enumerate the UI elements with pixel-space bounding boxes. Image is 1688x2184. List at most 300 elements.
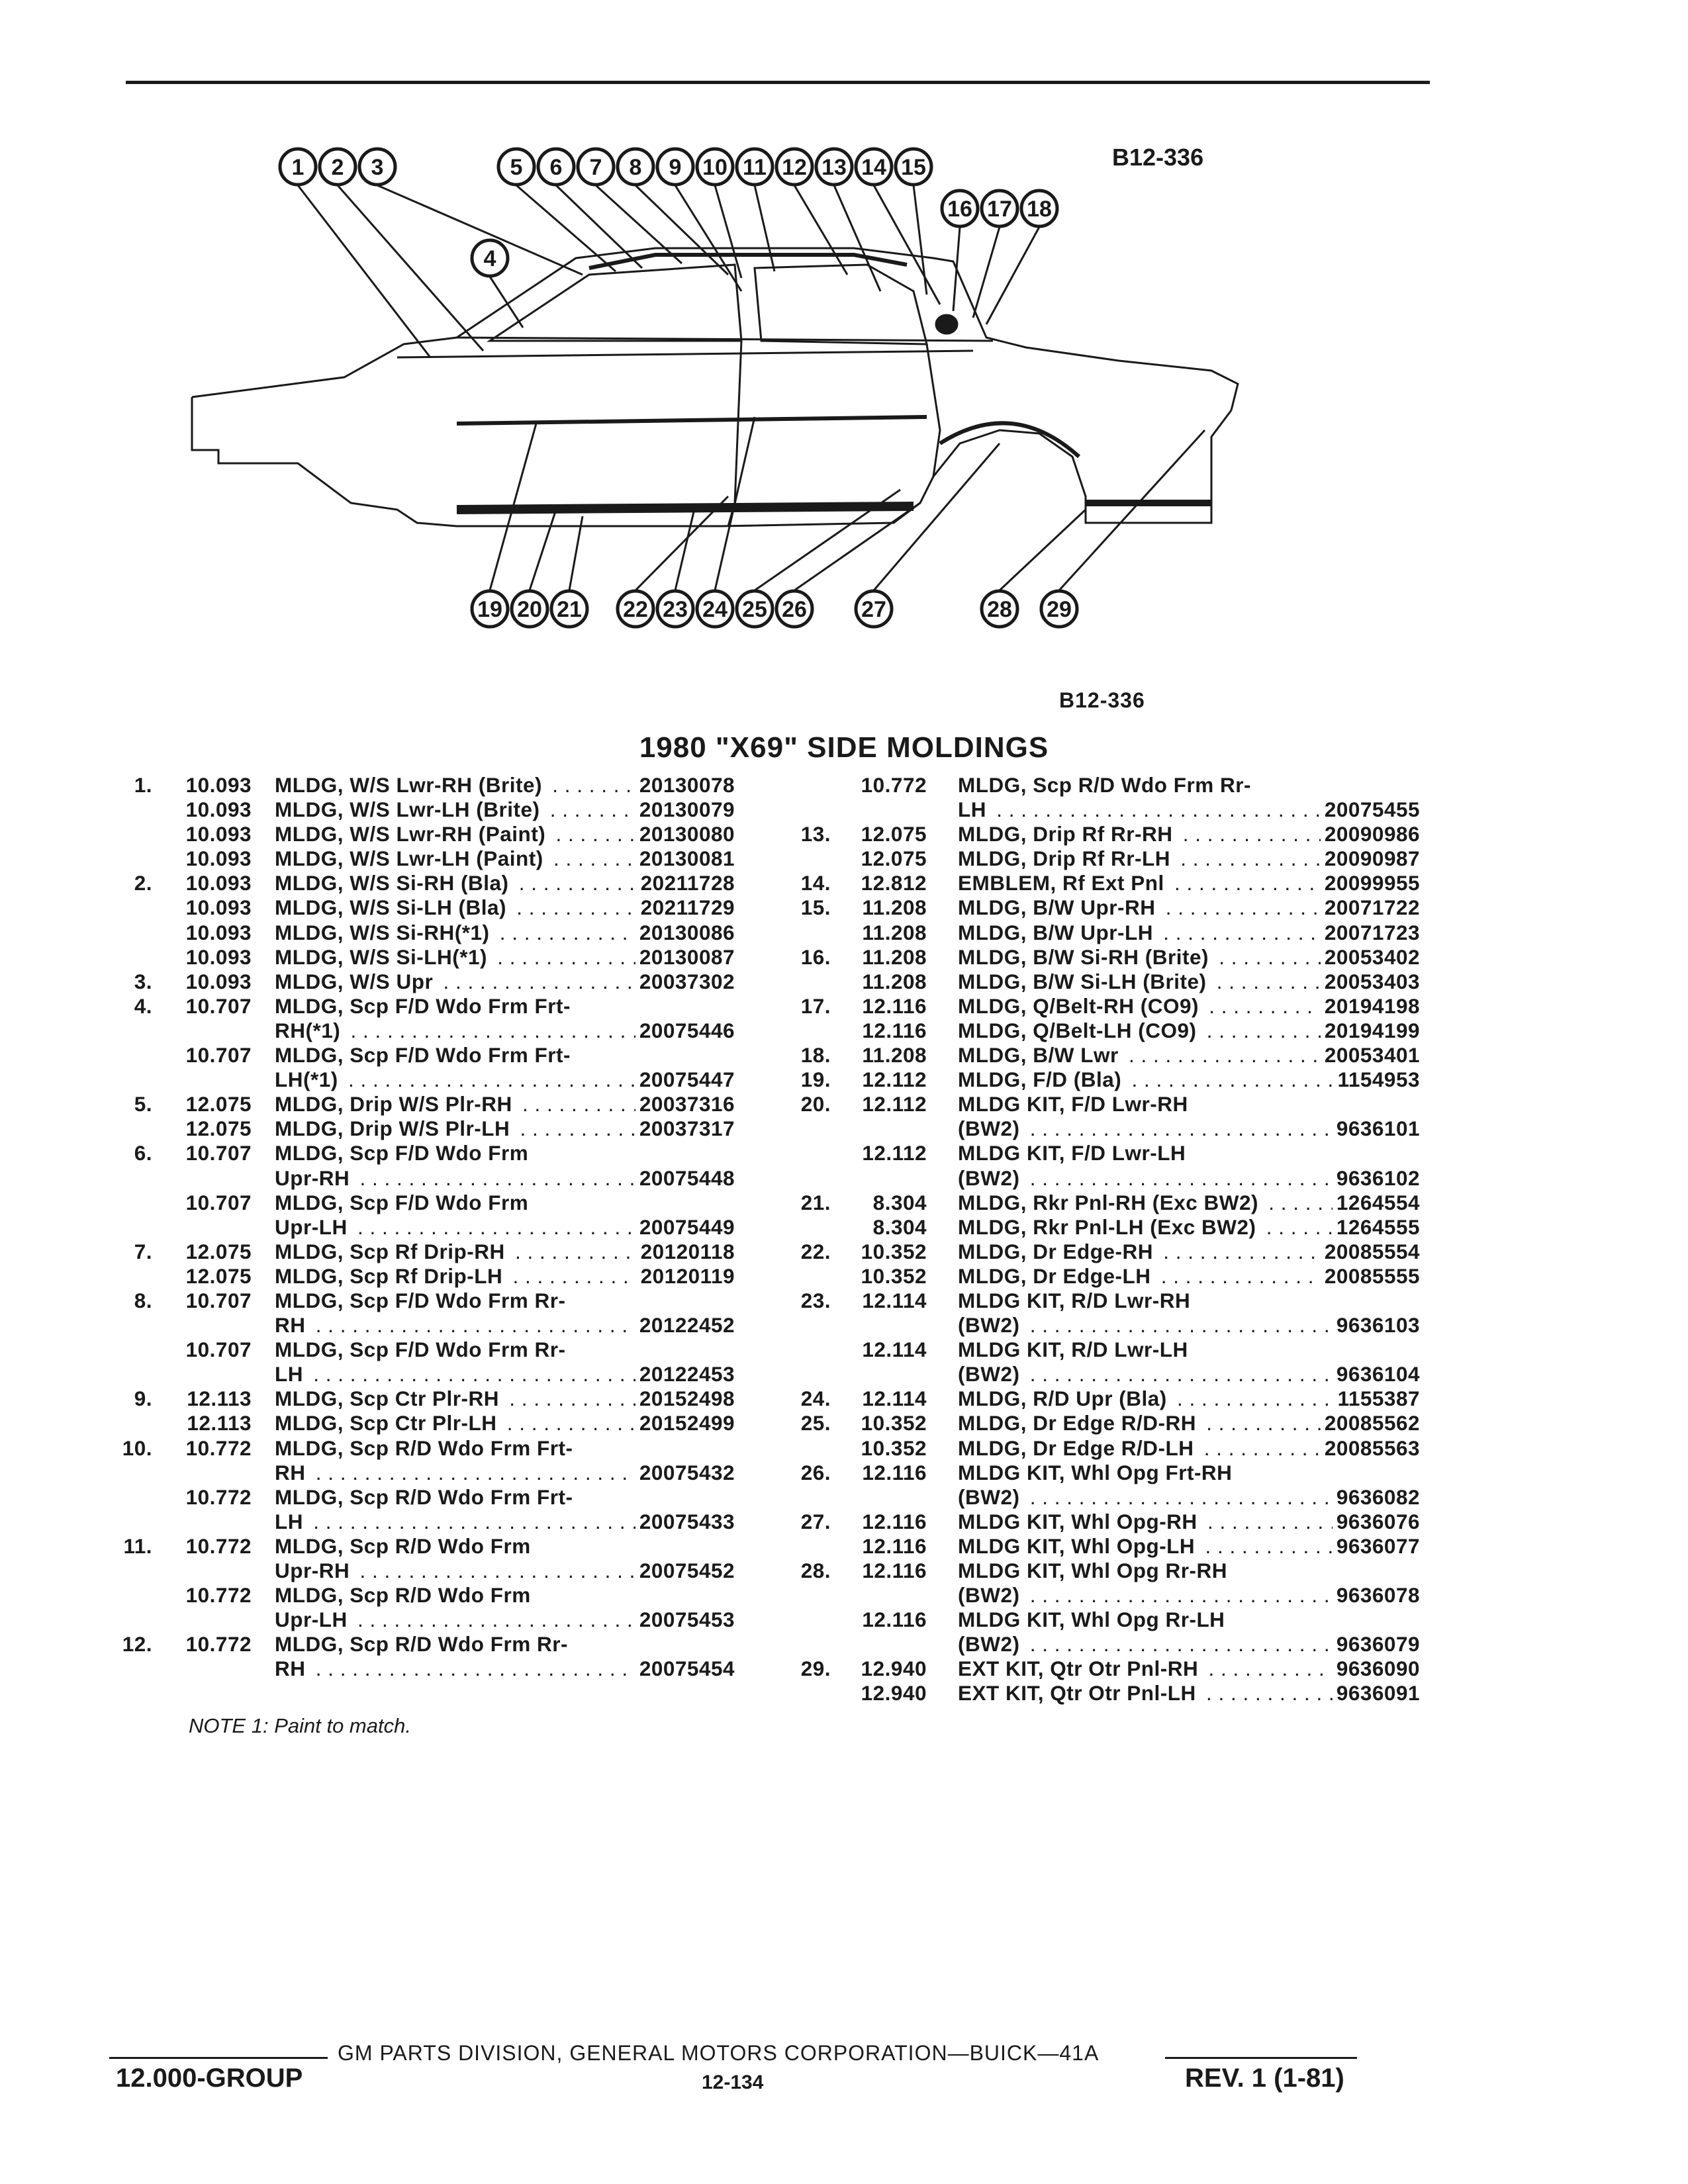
leader-line [675, 185, 741, 291]
part-number: 20152498 [635, 1387, 735, 1411]
callout-24 [697, 591, 733, 627]
ref-number: 28. [800, 1559, 831, 1582]
group-number: 11.208 [862, 895, 927, 920]
ref-number: 29. [800, 1657, 831, 1681]
parts-row [99, 846, 735, 871]
parts-row [99, 1240, 735, 1264]
group-number: 10.352 [861, 1435, 927, 1460]
parts-row [784, 1657, 1420, 1681]
ref-number: 8. [134, 1288, 152, 1312]
ref-number: 27. [800, 1509, 831, 1533]
part-description-text: RH [275, 1313, 310, 1337]
group-number: 12.113 [187, 1411, 252, 1435]
ref-number: 11. [123, 1533, 152, 1558]
part-description-text: Upr-RH [275, 1166, 353, 1190]
callout-number: 13 [821, 155, 847, 180]
part-number: 9636077 [1333, 1534, 1420, 1559]
ref-number: 6. [134, 1141, 152, 1165]
group-number: 10.772 [185, 1583, 252, 1608]
parts-row [99, 1510, 735, 1534]
figure-code-top: B12-336 [1112, 144, 1204, 171]
callout-21 [551, 591, 587, 627]
part-number: 20130086 [635, 921, 735, 945]
parts-row [784, 1068, 1420, 1092]
part-number: 20075454 [635, 1657, 735, 1681]
parts-row [784, 1289, 1420, 1313]
part-number: 9636090 [1333, 1657, 1420, 1681]
part-description-text: MLDG KIT, Whl Opg-LH [958, 1534, 1199, 1558]
group-number: 12.116 [862, 993, 927, 1018]
part-description-text: (BW2) [958, 1166, 1023, 1190]
group-number: 12.116 [862, 1509, 927, 1533]
callout-number: 17 [987, 197, 1012, 222]
callout-number: 12 [782, 155, 807, 180]
leader-line [635, 185, 728, 275]
part-description-text: MLDG KIT, Whl Opg Frt-RH [958, 1461, 1236, 1484]
callout-number: 27 [861, 597, 886, 622]
part-description-text: MLDG, Scp R/D Wdo Frm Frt- [275, 1485, 577, 1509]
parts-row [784, 846, 1420, 871]
group-number: 8.304 [872, 1214, 927, 1239]
group-number: 10.093 [185, 871, 252, 895]
part-description-text: MLDG, Drip Rf Rr-RH [958, 822, 1176, 846]
parts-row [784, 1166, 1420, 1191]
part-number: 20075449 [635, 1215, 735, 1240]
part-number: 20194198 [1321, 994, 1420, 1019]
group-number: 10.093 [185, 773, 252, 797]
part-description-text: MLDG, B/W Si-LH (Brite) [958, 970, 1210, 993]
part-description-text: MLDG, Dr Edge-RH [958, 1240, 1157, 1263]
parts-row [784, 1411, 1420, 1435]
part-number: 20130081 [635, 846, 735, 871]
group-number: 10.093 [185, 846, 252, 871]
part-description-text: RH [275, 1657, 310, 1680]
part-description-text: EXT KIT, Qtr Otr Pnl-LH [958, 1681, 1200, 1705]
part-description-text: MLDG, Scp R/D Wdo Frm Rr- [275, 1632, 572, 1656]
group-number: 10.093 [185, 920, 252, 944]
ref-number: 26. [800, 1460, 831, 1484]
part-description-text: MLDG KIT, R/D Lwr-LH [958, 1338, 1192, 1361]
part-number: 20053403 [1321, 970, 1420, 994]
part-description-text: MLDG, W/S Si-LH(*1) [275, 945, 491, 969]
part-description-text: MLDG, Drip W/S Plr-RH [275, 1092, 516, 1116]
part-description-text: MLDG, B/W Si-RH (Brite) [958, 945, 1213, 969]
callout-16 [942, 191, 978, 226]
group-number: 10.707 [185, 1338, 252, 1362]
footer-group: 12.000-GROUP [116, 2064, 303, 2093]
parts-row [99, 822, 735, 846]
footer-rule-left [109, 2057, 328, 2059]
part-description-text: MLDG, Scp Ctr Plr-LH [275, 1411, 501, 1435]
group-number: 11.208 [862, 944, 927, 969]
part-description-text: MLDG, Scp Ctr Plr-RH [275, 1387, 503, 1410]
part-description-text: MLDG, B/W Lwr [958, 1043, 1123, 1067]
parts-row [99, 1583, 735, 1608]
group-number: 12.075 [185, 1239, 252, 1263]
parts-row [99, 1534, 735, 1559]
group-number: 10.093 [185, 895, 252, 920]
part-number: 20085563 [1321, 1436, 1420, 1461]
group-number: 12.116 [862, 1533, 927, 1558]
part-description-text: MLDG KIT, Whl Opg-RH [958, 1510, 1201, 1533]
parts-row [784, 1461, 1420, 1485]
part-number: 20075448 [635, 1166, 735, 1191]
group-number: 12.112 [862, 1141, 927, 1165]
part-number: 20130078 [635, 773, 735, 797]
part-description-text: MLDG KIT, Whl Opg Rr-RH [958, 1559, 1231, 1582]
callout-number: 26 [782, 597, 807, 622]
parts-row [99, 773, 735, 797]
part-description-text: Upr-LH [275, 1608, 352, 1631]
ref-number: 4. [134, 993, 152, 1018]
group-number: 10.352 [861, 1411, 927, 1435]
parts-row [784, 797, 1420, 822]
part-description-text: RH [275, 1461, 310, 1484]
part-description-text: Upr-RH [275, 1559, 353, 1582]
part-number: 20075447 [635, 1068, 735, 1092]
group-number: 12.075 [185, 1092, 252, 1116]
leader-line [794, 503, 920, 590]
part-number: 1264555 [1333, 1215, 1420, 1240]
group-number: 10.093 [185, 969, 252, 993]
parts-row [784, 871, 1420, 895]
callout-number: 15 [901, 155, 926, 180]
callout-number: 23 [663, 597, 688, 622]
part-number: 20130087 [635, 945, 735, 970]
group-number: 10.352 [861, 1263, 927, 1288]
ref-number: 16. [800, 944, 831, 969]
callout-27 [856, 591, 892, 627]
part-number: 9636104 [1333, 1362, 1420, 1387]
part-number: 20037302 [635, 970, 735, 994]
callout-13 [816, 149, 852, 185]
part-description [275, 1485, 735, 1510]
part-description-text: MLDG, Dr Edge R/D-RH [958, 1411, 1200, 1435]
part-description [958, 1289, 1420, 1313]
part-description-text: MLDG, Scp R/D Wdo Frm [275, 1583, 535, 1607]
part-number: 20075453 [635, 1608, 735, 1632]
part-description-text: MLDG, W/S Lwr-RH (Paint) [275, 822, 549, 846]
part-description-text: MLDG KIT, F/D Lwr-RH [958, 1092, 1192, 1116]
group-number: 10.772 [185, 1435, 252, 1460]
group-number: 12.940 [861, 1681, 927, 1706]
group-number: 10.707 [185, 993, 252, 1018]
leader-line [1059, 430, 1205, 590]
part-description-text: MLDG, Q/Belt-RH (CO9) [958, 994, 1203, 1018]
parts-row [784, 895, 1420, 920]
part-number: 9636079 [1333, 1632, 1420, 1657]
part-description-text: LH [275, 1362, 307, 1386]
callout-number: 20 [517, 597, 542, 622]
group-number: 10.352 [861, 1239, 927, 1263]
part-number: 9636076 [1333, 1510, 1420, 1534]
footer-corporation: GM PARTS DIVISION, GENERAL MOTORS CORPORATION—BUICK—41A [338, 2041, 1100, 2065]
parts-row [99, 1068, 735, 1092]
group-number: 12.116 [862, 1460, 927, 1484]
part-number: 20037317 [635, 1116, 735, 1141]
part-number: 20071722 [1321, 895, 1420, 920]
part-description-text: EXT KIT, Qtr Otr Pnl-RH [958, 1657, 1202, 1680]
parts-row [99, 1411, 735, 1435]
leader-line [755, 185, 774, 271]
leader-line [530, 510, 556, 590]
parts-row [784, 1264, 1420, 1289]
part-number: 1154953 [1334, 1068, 1420, 1092]
group-number: 10.707 [185, 1141, 252, 1165]
parts-row [99, 1436, 735, 1461]
group-number: 12.075 [861, 822, 927, 846]
part-number: 20122452 [635, 1313, 735, 1338]
parts-row [784, 1436, 1420, 1461]
group-number: 10.707 [185, 1190, 252, 1214]
parts-row [99, 1313, 735, 1338]
footer-revision: REV. 1 (1-81) [1185, 2064, 1344, 2093]
ref-number: 1. [134, 773, 152, 797]
parts-row [99, 1338, 735, 1362]
part-description-text: MLDG, B/W Upr-RH [958, 895, 1159, 919]
part-description [958, 1338, 1420, 1362]
part-number: 9636101 [1333, 1116, 1420, 1141]
part-description [275, 1583, 735, 1608]
callout-19 [472, 591, 508, 627]
part-description-text: MLDG, F/D (Bla) [958, 1068, 1125, 1091]
callout-23 [657, 591, 693, 627]
part-description-text: MLDG, W/S Upr [275, 970, 437, 993]
callout-4 [472, 240, 508, 276]
ref-number: 12. [122, 1632, 152, 1657]
part-number: 20120119 [637, 1264, 735, 1289]
ref-number: 3. [134, 969, 152, 993]
callout-markers [280, 149, 1077, 627]
part-number: 1155387 [1334, 1387, 1420, 1411]
part-description-text: MLDG, Drip Rf Rr-LH [958, 846, 1174, 870]
part-description-text: MLDG, W/S Si-LH (Bla) [275, 895, 510, 919]
parts-row [99, 871, 735, 895]
callout-number: 2 [331, 155, 344, 180]
ref-number: 24. [800, 1387, 831, 1411]
footnote: NOTE 1: Paint to match. [189, 1714, 411, 1737]
part-description-text: (BW2) [958, 1362, 1023, 1386]
part-description-text: LH [958, 797, 990, 821]
group-number: 12.114 [862, 1338, 927, 1362]
parts-row [784, 773, 1420, 797]
part-description-text: MLDG, Scp F/D Wdo Frm [275, 1141, 532, 1165]
part-number: 20130079 [635, 797, 735, 822]
part-description-text: MLDG, W/S Si-RH(*1) [275, 921, 494, 944]
parts-row [784, 1191, 1420, 1215]
ref-number: 9. [134, 1387, 152, 1411]
callout-20 [512, 591, 547, 627]
ref-number: 22. [800, 1239, 831, 1263]
callout-28 [982, 591, 1017, 627]
callout-number: 16 [947, 197, 972, 222]
part-description-text: MLDG, B/W Upr-LH [958, 921, 1157, 944]
part-number: 1264554 [1333, 1191, 1420, 1215]
part-description [958, 1141, 1420, 1165]
part-number: 20211728 [637, 871, 735, 895]
leader-line [596, 185, 682, 263]
parts-row [784, 1116, 1420, 1141]
ref-number: 17. [800, 993, 831, 1018]
part-number: 20085555 [1321, 1264, 1420, 1289]
callout-number: 24 [702, 597, 727, 622]
part-description [275, 994, 735, 1019]
group-number: 12.116 [862, 1608, 927, 1632]
parts-row [784, 994, 1420, 1019]
part-number: 20085554 [1321, 1240, 1420, 1264]
part-description-text: MLDG, Drip W/S Plr-LH [275, 1116, 514, 1140]
part-number: 20122453 [635, 1362, 735, 1387]
ref-number: 23. [800, 1288, 831, 1312]
part-description [275, 1043, 735, 1068]
leader-line [298, 185, 430, 357]
parts-row [99, 1191, 735, 1215]
ref-number: 18. [800, 1043, 831, 1068]
ref-number: 7. [134, 1239, 152, 1263]
group-number: 12.112 [862, 1068, 927, 1092]
car-body-outline [192, 248, 1238, 526]
callout-number: 11 [743, 155, 767, 180]
parts-row [784, 1559, 1420, 1583]
callout-number: 22 [623, 597, 648, 622]
part-description-text: (BW2) [958, 1583, 1023, 1607]
part-description [958, 1461, 1420, 1485]
part-number: 20085562 [1321, 1411, 1420, 1435]
part-description-text: (BW2) [958, 1485, 1023, 1509]
callout-9 [657, 149, 693, 185]
group-number: 12.812 [861, 871, 927, 895]
parts-row [784, 822, 1420, 846]
part-number: 9636078 [1333, 1583, 1420, 1608]
callout-14 [856, 149, 892, 185]
callout-10 [697, 149, 733, 185]
callout-number: 10 [702, 155, 727, 180]
part-description-text: MLDG, Scp R/D Wdo Frm Frt- [275, 1436, 577, 1460]
parts-row [784, 1043, 1420, 1068]
part-description-text: MLDG, Scp Rf Drip-RH [275, 1240, 509, 1263]
callout-11 [737, 149, 773, 185]
group-number: 10.772 [185, 1533, 252, 1558]
callout-number: 19 [477, 597, 502, 622]
callout-22 [618, 591, 653, 627]
callout-15 [896, 149, 931, 185]
part-number: 20099955 [1321, 871, 1420, 895]
callout-number: 6 [549, 155, 563, 180]
part-description-text: MLDG, Scp F/D Wdo Frm Frt- [275, 994, 575, 1018]
parts-row [99, 1289, 735, 1313]
ref-number: 21. [800, 1190, 831, 1214]
callout-6 [538, 149, 574, 185]
callout-18 [1021, 191, 1057, 226]
parts-row [784, 1608, 1420, 1632]
part-description-text: MLDG, Dr Edge R/D-LH [958, 1436, 1198, 1460]
part-description-text: MLDG, Scp F/D Wdo Frm Rr- [275, 1289, 569, 1312]
parts-list-right-column [784, 773, 1420, 1706]
part-description-text: MLDG, Scp Rf Drip-LH [275, 1264, 506, 1288]
part-number: 20194199 [1321, 1019, 1420, 1043]
footer-page-number: 12-134 [702, 2071, 764, 2093]
parts-row [99, 1485, 735, 1510]
ref-number: 5. [134, 1092, 152, 1116]
part-number: 9636103 [1333, 1313, 1420, 1338]
group-number: 10.093 [185, 944, 252, 969]
part-number: 20037316 [635, 1092, 735, 1116]
group-number: 10.093 [185, 797, 252, 822]
part-number: 9636082 [1333, 1485, 1420, 1510]
parts-row [99, 994, 735, 1019]
part-description [275, 1632, 735, 1657]
parts-row [784, 1338, 1420, 1362]
group-number: 12.075 [861, 846, 927, 871]
parts-row [784, 1485, 1420, 1510]
parts-row [99, 945, 735, 970]
callout-number: 3 [371, 155, 384, 180]
part-description-text: MLDG, W/S Si-RH (Bla) [275, 871, 512, 895]
part-number: 20090987 [1321, 846, 1420, 871]
part-number: 20053401 [1321, 1043, 1420, 1068]
group-number: 11.208 [862, 920, 927, 944]
callout-3 [359, 149, 395, 185]
part-description [275, 1289, 735, 1313]
parts-row [784, 921, 1420, 945]
part-description-text: (BW2) [958, 1116, 1023, 1140]
callout-number: 25 [742, 597, 767, 622]
part-description-text: MLDG, Q/Belt-LH (CO9) [958, 1019, 1200, 1042]
part-description [275, 1534, 735, 1559]
part-description-text: MLDG, Scp F/D Wdo Frm Frt- [275, 1043, 575, 1067]
parts-row [99, 970, 735, 994]
parts-row [99, 1559, 735, 1583]
callout-number: 1 [291, 155, 305, 180]
parts-row [99, 1632, 735, 1657]
callout-17 [982, 191, 1017, 226]
parts-row [784, 1534, 1420, 1559]
parts-row [99, 1264, 735, 1289]
group-number: 12.075 [185, 1263, 252, 1288]
ref-number: 13. [800, 822, 831, 846]
group-number: 8.304 [872, 1190, 927, 1214]
group-number: 11.208 [862, 1043, 927, 1068]
part-description-text: (BW2) [958, 1632, 1023, 1656]
part-number: 20120118 [637, 1240, 735, 1264]
part-description-text: MLDG, W/S Lwr-LH (Brite) [275, 797, 543, 821]
parts-row [784, 1583, 1420, 1608]
callout-5 [498, 149, 534, 185]
parts-row [784, 1313, 1420, 1338]
callout-number: 7 [589, 155, 602, 180]
leader-line [874, 443, 1000, 590]
part-number: 20053402 [1321, 945, 1420, 970]
part-description-text: Upr-LH [275, 1215, 352, 1239]
parts-row [784, 1092, 1420, 1116]
part-description [958, 1608, 1420, 1632]
group-number: 10.093 [185, 822, 252, 846]
parts-row [784, 970, 1420, 994]
group-number: 12.112 [862, 1092, 927, 1116]
part-number: 20071723 [1321, 921, 1420, 945]
parts-row [99, 1608, 735, 1632]
callout-1 [280, 149, 316, 185]
parts-row [784, 1510, 1420, 1534]
part-description-text: MLDG, Scp R/D Wdo Frm Rr- [958, 773, 1255, 797]
part-description-text: MLDG, Scp F/D Wdo Frm Rr- [275, 1338, 569, 1361]
parts-row [99, 797, 735, 822]
ref-number: 10. [122, 1435, 152, 1460]
parts-row [99, 1043, 735, 1068]
part-description [275, 1191, 735, 1215]
part-number: 20075433 [635, 1510, 735, 1534]
parts-row [784, 1387, 1420, 1411]
